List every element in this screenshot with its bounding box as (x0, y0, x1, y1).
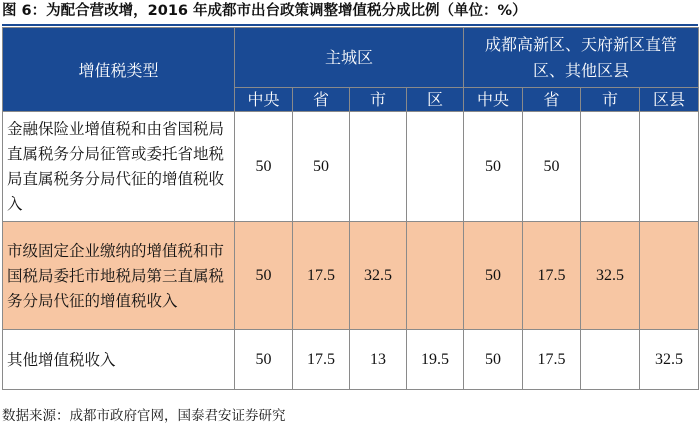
data-source-note: 数据来源：成都市政府官网，国泰君安证券研究 (2, 408, 286, 424)
table-cell (581, 330, 640, 390)
table-cell (581, 112, 640, 222)
table-cell (640, 222, 699, 330)
table-cell: 50 (464, 222, 523, 330)
table-cell: 50 (464, 112, 523, 222)
row-label: 市级固定企业缴纳的增值税和市国税局委托市地税局第三直属税务分局代征的增值税收入 (3, 222, 235, 330)
table-cell: 50 (293, 112, 350, 222)
table-cell: 50 (464, 330, 523, 390)
table-cell: 50 (235, 330, 293, 390)
subheader-city-1: 市 (350, 88, 407, 112)
table-cell: 50 (235, 222, 293, 330)
table-cell: 32.5 (640, 330, 699, 390)
subheader-central-2: 中央 (464, 88, 523, 112)
subheader-county-2: 区县 (640, 88, 699, 112)
table-cell: 50 (523, 112, 581, 222)
table-row (3, 330, 699, 390)
table-cell (640, 112, 699, 222)
subheader-central-1: 中央 (235, 88, 293, 112)
table-cell: 17.5 (523, 330, 581, 390)
vat-sharing-table (2, 27, 699, 390)
row-label: 金融保险业增值税和由省国税局直属税务分局征管或委托省地税局直属税务分局代征的增值税收入 (3, 112, 235, 222)
figure-title: 图 6：为配合营改增，2016 年成都市出台政策调整增值税分成比例（单位：%） (2, 3, 527, 19)
table-cell: 32.5 (581, 222, 640, 330)
table-cell (407, 222, 464, 330)
table-cell (350, 112, 407, 222)
header-main-district: 主城区 (235, 28, 464, 88)
table-cell: 13 (350, 330, 407, 390)
title-rule (2, 24, 698, 26)
header-vat-type: 增值税类型 (3, 28, 235, 112)
table-row (3, 222, 699, 330)
table-cell: 19.5 (407, 330, 464, 390)
row-label: 其他增值税收入 (3, 330, 235, 390)
subheader-province-2: 省 (523, 88, 581, 112)
table-cell (407, 112, 464, 222)
table-cell: 17.5 (293, 222, 350, 330)
table-cell: 17.5 (523, 222, 581, 330)
table-cell: 50 (235, 112, 293, 222)
table-cell: 32.5 (350, 222, 407, 330)
subheader-district-1: 区 (407, 88, 464, 112)
subheader-province-1: 省 (293, 88, 350, 112)
header-other-districts: 成都高新区、天府新区直管区、其他区县 (464, 28, 699, 88)
table-row (3, 112, 699, 222)
table-cell: 17.5 (293, 330, 350, 390)
subheader-city-2: 市 (581, 88, 640, 112)
